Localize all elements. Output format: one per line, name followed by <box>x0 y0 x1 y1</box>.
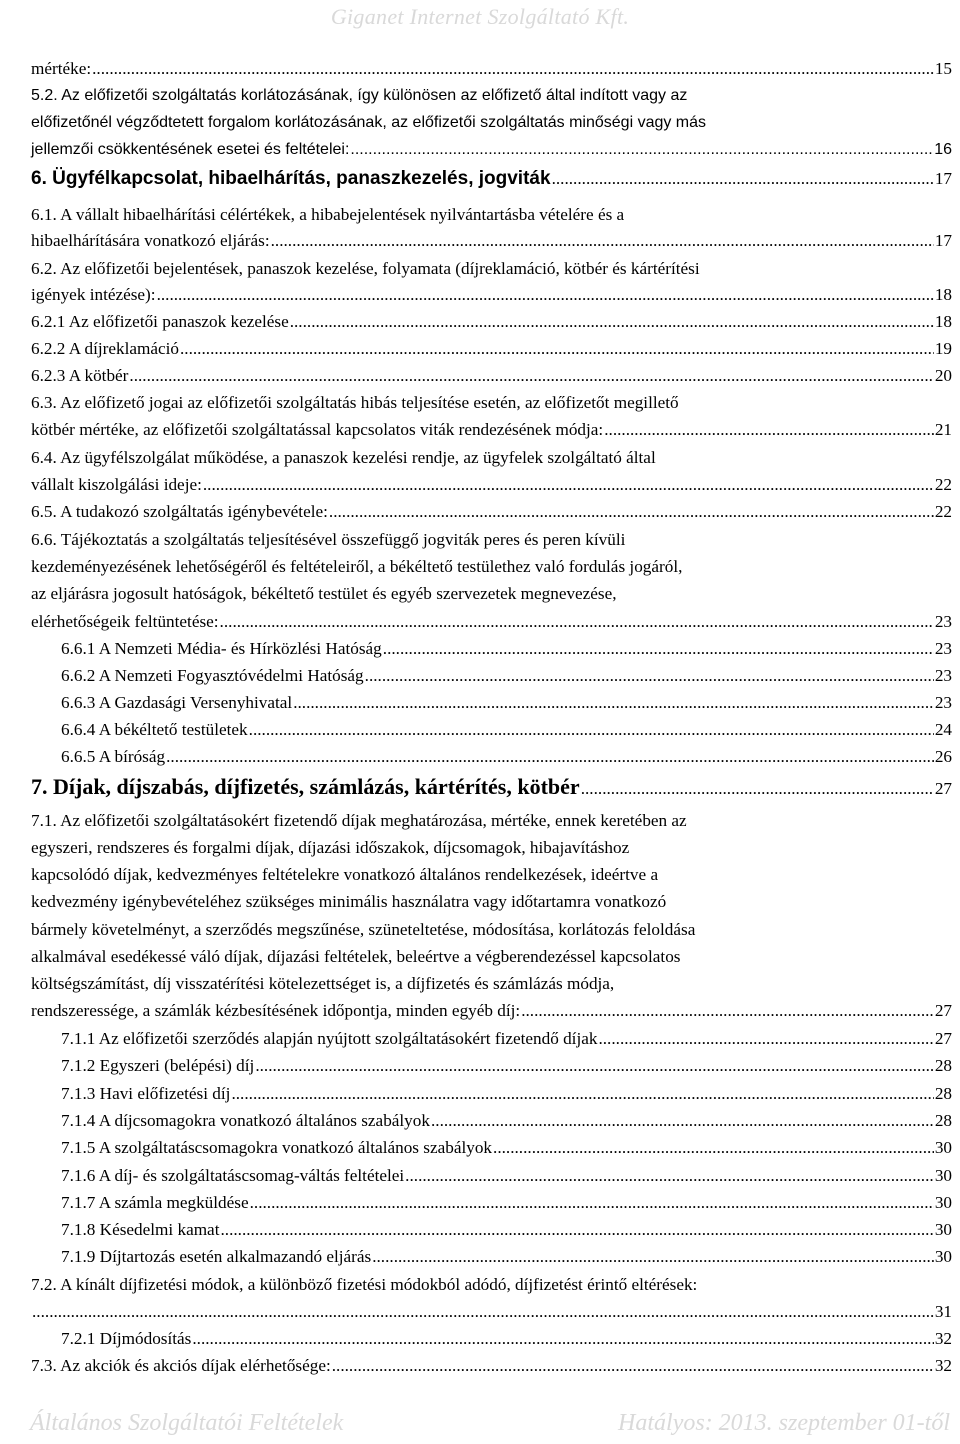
toc-entry-text: 6.2.1 Az előfizetői panaszok kezelése <box>31 312 289 331</box>
toc-entry-continuation: az eljárásra jogosult hatóságok, békéltető testület és egyéb szervezetek megnevezése, <box>31 584 617 603</box>
toc-entry-continuation: egyszeri, rendszeres és forgalmi díjak, díjazási időszakok, díjcsomagok, hibajavításhoz <box>31 838 630 857</box>
toc-leader <box>32 1299 934 1325</box>
toc-leader <box>598 1026 933 1052</box>
toc-entry[interactable] <box>61 1244 952 1270</box>
toc-leader <box>405 1163 934 1189</box>
toc-page-number: 16 <box>934 141 952 158</box>
toc-entry-text: jellemzői csökkentésének esetei és feltételei: <box>31 141 350 158</box>
toc-entry-text: 7.1.9 Díjtartozás esetén alkalmazandó eljárás <box>61 1247 372 1266</box>
footer-effective-date: Hatályos: 2013. szeptember 01-től <box>618 1410 950 1436</box>
toc-page-number: 27 <box>934 1001 952 1020</box>
page-header: Giganet Internet Szolgáltató Kft. <box>330 4 630 29</box>
toc-entry-text: hibaelhárítására vonatkozó eljárás: <box>31 231 270 250</box>
toc-entry-continuation[interactable] <box>31 282 952 308</box>
toc-entry-text: kötbér mértéke, az előfizetői szolgáltatással kapcsolatos viták rendezésének módja: <box>31 420 604 439</box>
toc-leader <box>604 417 934 443</box>
toc-leader <box>581 776 934 802</box>
toc-page-number: 24 <box>934 720 952 739</box>
toc-page-number: 32 <box>934 1356 952 1375</box>
toc-leader <box>255 1053 934 1079</box>
toc-entry-continuation[interactable] <box>31 228 952 254</box>
toc-entry[interactable]: 6.3. Az előfizető jogai az előfizetői szolgáltatás hibás teljesítése esetén, az előfizetőt megillető <box>31 393 679 412</box>
toc-leader <box>129 363 933 389</box>
toc-entry-continuation: alkalmával esedékessé váló díjak, díjazási feltételek, beleértve a végberendezéssel kapcsolatos <box>31 947 681 966</box>
toc-page-number: 21 <box>934 420 952 439</box>
toc-entry[interactable]: 6.1. A vállalt hibaelhárítási célértékek, a hibabejelentések nyilvántartásba vételére és a <box>31 205 625 224</box>
toc-entry-continuation: bármely követelményt, a szerződés megszűnése, szüneteltetése, módosítása, korlátozás feloldása <box>31 920 696 939</box>
toc-leader <box>431 1108 934 1134</box>
toc-leader <box>332 1353 934 1379</box>
toc-page-number: 20 <box>934 366 952 385</box>
toc-page-number: 27 <box>934 1029 952 1048</box>
toc-leader <box>180 336 934 362</box>
toc-leader <box>250 1190 934 1216</box>
toc-entry-text: 6.6.2 A Nemzeti Fogyasztóvédelmi Hatóság <box>61 666 364 685</box>
toc-entry-text: rendszeressége, a számlák kézbesítésének időpontja, minden egyéb díj: <box>31 1001 521 1020</box>
toc-entry[interactable] <box>61 1135 952 1161</box>
toc-entry[interactable] <box>61 1026 952 1052</box>
toc-leader <box>249 717 934 743</box>
toc-page-number: 23 <box>934 666 952 685</box>
toc-entry-text: 6.2.3 A kötbér <box>31 366 129 385</box>
toc-chapter-title: 7. Díjak, díjszabás, díjfizetés, számlázás, kártérítés, kötbér <box>31 774 580 799</box>
toc-page-number: 31 <box>934 1302 952 1321</box>
toc-page-number: 30 <box>934 1138 952 1157</box>
toc-entry[interactable] <box>61 690 952 716</box>
toc-page-number: 19 <box>934 339 952 358</box>
toc-entry-text: vállalt kiszolgálási ideje: <box>31 475 202 494</box>
toc-entry-continuation[interactable] <box>31 609 952 635</box>
toc-page-number: 28 <box>934 1084 952 1103</box>
toc-entry[interactable] <box>61 1190 952 1216</box>
toc-entry-text: 6.6.5 A bíróság <box>61 747 166 766</box>
toc-leader <box>231 1081 933 1107</box>
toc-entry-text: 7.1.6 A díj- és szolgáltatáscsomag-váltás feltételei <box>61 1166 405 1185</box>
toc-entry-continuation[interactable] <box>31 1299 952 1325</box>
toc-chapter-title: 6. Ügyfélkapcsolat, hibaelhárítás, panaszkezelés, jogviták <box>31 168 551 189</box>
toc-leader <box>290 309 934 335</box>
toc-page-number: 23 <box>934 639 952 658</box>
toc-entry-text: 7.3. Az akciók és akciós díjak elérhetősége: <box>31 1356 331 1375</box>
toc-leader <box>220 609 934 635</box>
toc-entry-text: 7.1.5 A szolgáltatáscsomagokra vonatkozó általános szabályok <box>61 1138 493 1157</box>
toc-entry[interactable] <box>61 1163 952 1189</box>
toc-entry[interactable] <box>31 499 952 525</box>
toc-page-number: 30 <box>934 1220 952 1239</box>
toc-entry[interactable]: 6.2. Az előfizetői bejelentések, panaszok kezelése, folyamata (díjreklamáció, kötbér és kártérítési <box>31 259 700 278</box>
toc-entry-text: 6.2.2 A díjreklamáció <box>31 339 179 358</box>
toc-leader <box>203 472 934 498</box>
toc-entry[interactable] <box>61 1053 952 1079</box>
toc-leader <box>329 499 934 525</box>
toc-entry[interactable]: 7.1. Az előfizetői szolgáltatásokért fizetendő díjak meghatározása, mértéke, ennek keretében az <box>31 811 687 830</box>
footer-document-title: Általános Szolgáltatói Feltételek <box>30 1410 344 1436</box>
toc-entry-text: 7.2.1 Díjmódosítás <box>61 1329 192 1348</box>
toc-leader <box>493 1135 934 1161</box>
toc-page-number: 17 <box>934 231 952 250</box>
toc-entry[interactable]: 6.6. Tájékoztatás a szolgáltatás teljesítésével összefüggő jogviták peres és peren kívüli <box>31 530 626 549</box>
toc-entry-text: 6.5. A tudakozó szolgáltatás igénybevétele: <box>31 502 328 521</box>
toc-entry[interactable] <box>31 1353 952 1379</box>
toc-entry-continuation: költségszámítást, díj visszatérítési kötelezettséget is, a díjfizetés és számlázás módja, <box>31 974 615 993</box>
toc-entry-text: elérhetőségeik feltüntetése: <box>31 612 219 631</box>
toc-entry-text: 7.1.1 Az előfizetői szerződés alapján nyújtott szolgáltatásokért fizetendő díjak <box>61 1029 598 1048</box>
toc-entry[interactable] <box>31 336 952 362</box>
toc-leader <box>157 282 934 308</box>
toc-entry[interactable] <box>61 663 952 689</box>
toc-leader <box>220 1217 933 1243</box>
toc-entry-continuation: kedvezmény igénybevételéhez szükséges minimális használatra vagy időtartamra vonatkozó <box>31 892 667 911</box>
toc-page-number: 23 <box>934 612 952 631</box>
toc-page-number: 30 <box>934 1247 952 1266</box>
toc-entry[interactable] <box>61 1326 952 1352</box>
toc-leader <box>365 663 934 689</box>
toc-page-number: 26 <box>934 747 952 766</box>
toc-entry-text: 6.6.3 A Gazdasági Versenyhivatal <box>61 693 293 712</box>
toc-entry[interactable]: 7.2. A kínált díjfizetési módok, a különböző fizetési módokból adódó, díjfizetést érintő eltérések: <box>31 1275 698 1294</box>
toc-entry-text: 7.1.2 Egyszeri (belépési) díj <box>61 1056 255 1075</box>
toc-leader <box>372 1244 934 1270</box>
toc-entry-text: 7.1.8 Késedelmi kamat <box>61 1220 220 1239</box>
toc-entry[interactable] <box>61 744 952 770</box>
toc-page-number: 18 <box>934 312 952 331</box>
toc-entry[interactable] <box>61 1081 952 1107</box>
toc-entry[interactable]: 5.2. Az előfizetői szolgáltatás korlátozásának, így különösen az előfizető által indított vagy az <box>31 87 688 104</box>
toc-entry-text: 6.6.4 A békéltető testületek <box>61 720 248 739</box>
toc-entry[interactable] <box>31 309 952 335</box>
toc-page-number: 30 <box>934 1166 952 1185</box>
toc-leader <box>293 690 934 716</box>
toc-entry[interactable] <box>31 363 952 389</box>
toc-entry[interactable] <box>31 56 952 82</box>
toc-leader <box>383 636 934 662</box>
toc-entry[interactable]: 6.4. Az ügyfélszolgálat működése, a panaszok kezelési rendje, az ügyfelek szolgáltató által <box>31 448 656 467</box>
toc-entry-continuation: előfizetőnél végződtetett forgalom korlátozásának, az előfizetői szolgáltatás minőségi vagy más <box>31 114 707 131</box>
toc-chapter[interactable] <box>31 774 952 800</box>
toc-leader <box>192 1326 933 1352</box>
toc-entry[interactable] <box>61 717 952 743</box>
toc-page-number: 22 <box>934 475 952 494</box>
toc-page-number: 27 <box>934 779 952 798</box>
toc-entry-continuation: kezdeményezésének lehetőségéről és feltételeiről, a békéltető testülethez való fordulás jogáról, <box>31 557 683 576</box>
toc-page-number: 22 <box>934 502 952 521</box>
toc-page-number: 28 <box>934 1111 952 1130</box>
toc-entry-continuation[interactable] <box>31 998 952 1024</box>
toc-entry-continuation: kapcsolódó díjak, kedvezményes feltételekre vonatkozó általános rendelkezések, ideértve a <box>31 865 659 884</box>
toc-entry-text: 6.6.1 A Nemzeti Média- és Hírközlési Hatóság <box>61 639 382 658</box>
toc-entry-text: 7.1.7 A számla megküldése <box>61 1193 249 1212</box>
toc-entry[interactable] <box>61 636 952 662</box>
toc-entry-continuation[interactable] <box>31 137 952 163</box>
toc-entry[interactable] <box>61 1217 952 1243</box>
toc-page-number: 15 <box>934 59 952 78</box>
toc-entry-continuation[interactable] <box>31 417 952 443</box>
toc-page-number: 23 <box>934 693 952 712</box>
toc-leader <box>552 166 934 192</box>
toc-entry-continuation[interactable] <box>31 472 952 498</box>
toc-leader <box>92 56 934 82</box>
toc-page-number: 32 <box>934 1329 952 1348</box>
toc-entry[interactable] <box>61 1108 952 1134</box>
toc-leader <box>521 998 934 1024</box>
toc-page-number: 28 <box>934 1056 952 1075</box>
toc-entry-text: igények intézése): <box>31 285 156 304</box>
toc-page-number: 30 <box>934 1193 952 1212</box>
toc-leader <box>271 228 934 254</box>
toc-page-number: 18 <box>934 285 952 304</box>
toc-leader <box>166 744 934 770</box>
toc-entry-text: mértéke: <box>31 59 92 78</box>
toc-entry-text: 7.1.3 Havi előfizetési díj <box>61 1084 231 1103</box>
toc-page-number: 17 <box>934 169 952 188</box>
toc-chapter[interactable] <box>31 166 952 192</box>
toc-leader <box>350 137 933 163</box>
toc-entry-text: 7.1.4 A díjcsomagokra vonatkozó általános szabályok <box>61 1111 430 1130</box>
